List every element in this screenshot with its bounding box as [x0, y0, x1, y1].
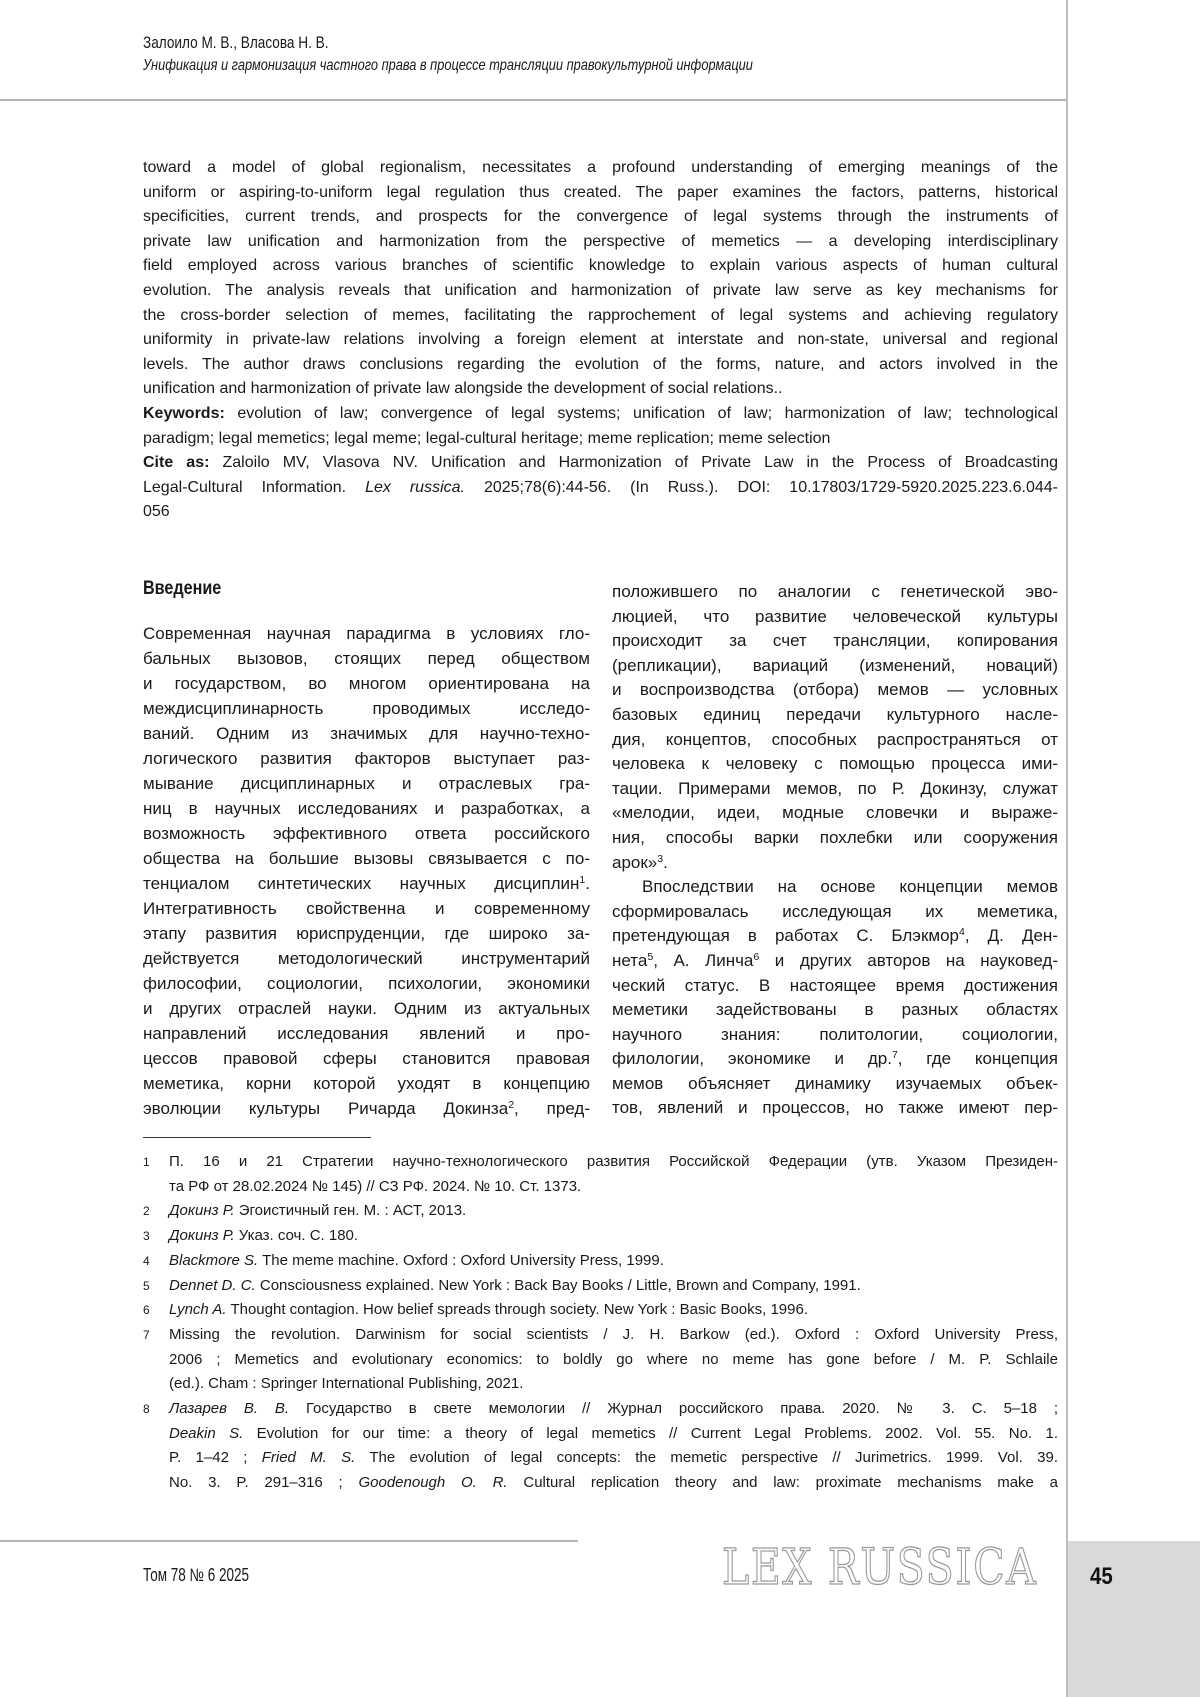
body-line: [143, 696, 590, 721]
footnote-line: [169, 1274, 1058, 1299]
body-line: [612, 924, 1058, 949]
body-column-left: [143, 621, 590, 1121]
text-run[interactable]: (репликации), вариаций (изменений, новаций): [612, 656, 1058, 675]
abstract-line: [143, 279, 1058, 304]
footnote-ref[interactable]: 5: [647, 951, 653, 963]
body-line: [612, 580, 1058, 605]
text-run[interactable]: uniform or aspiring-to-uniform legal regulation thus created. The paper examines the factors, patterns, historical: [143, 184, 1058, 201]
footnote: [143, 1150, 1058, 1199]
text-run[interactable]: the cross-border selection of memes, facilitating the rapprochement of legal systems and achieving regulatory: [143, 307, 1058, 324]
footnote: [143, 1298, 1058, 1323]
body-line: [612, 703, 1058, 728]
body-line: [143, 821, 590, 846]
footnotes: [143, 1150, 1058, 1496]
footnote-line: [169, 1323, 1058, 1348]
text-run[interactable]: филологии, экономике и др.: [612, 1049, 892, 1068]
footnote-text: [169, 1323, 1058, 1397]
text-run[interactable]: , А. Линча: [653, 951, 753, 970]
text-run: Cite as:: [143, 454, 209, 471]
text-run[interactable]: No. 3. P. 291–316 ;: [169, 1474, 358, 1491]
text-run[interactable]: levels. The author draws conclusions regarding the evolution of the forms, nature, and actors involved in the: [143, 356, 1058, 373]
header-divider: [0, 99, 1067, 101]
text-run: Keywords:: [143, 405, 225, 422]
footer-divider: [0, 1540, 578, 1542]
abstract: [143, 156, 1058, 525]
body-line: [612, 900, 1058, 925]
text-run[interactable]: ниц в научных исследованиях и разработках, а: [143, 799, 590, 818]
text-run[interactable]: P. 1–42 ;: [169, 1449, 262, 1466]
text-run[interactable]: Современная научная парадигма в условиях гло-: [143, 624, 590, 643]
text-run[interactable]: Впоследствии на основе концепции мемов: [642, 877, 1058, 896]
text-run[interactable]: ческий статус. В настоящее время достижения: [612, 976, 1058, 995]
text-run: Лазарев В. В.: [169, 1400, 289, 1417]
footnote-line: [169, 1224, 1058, 1249]
text-run[interactable]: и государством, во многом ориентирована на: [143, 674, 590, 693]
body-line: [143, 671, 590, 696]
footnote-line: [169, 1199, 1058, 1224]
footnote: [143, 1274, 1058, 1299]
text-run[interactable]: эволюции культуры Ричарда Докинза: [143, 1099, 508, 1118]
text-run[interactable]: Consciousness explained. New York : Back Bay Books / Little, Brown and Company, 1991.: [256, 1277, 861, 1294]
text-run[interactable]: ваний. Одним из значимых для научно-техно-: [143, 724, 590, 743]
journal-logo: LEX RUSSICA: [722, 1538, 1037, 1596]
footnote: [143, 1199, 1058, 1224]
text-run: Fried M. S.: [262, 1449, 356, 1466]
abstract-line: [143, 476, 1058, 501]
text-run[interactable]: , где концепция: [898, 1049, 1058, 1068]
footnote-line: [169, 1150, 1058, 1175]
footnote-text: [169, 1249, 1058, 1274]
text-run[interactable]: происходит за счет трансляции, копирования: [612, 631, 1058, 650]
footnote-ref[interactable]: 7: [892, 1049, 898, 1061]
body-line: [143, 896, 590, 921]
text-run: Lynch A.: [169, 1301, 227, 1318]
body-line: [143, 746, 590, 771]
text-run[interactable]: и других авторов на науковед-: [759, 951, 1058, 970]
body-line: [612, 629, 1058, 654]
body-line: [143, 796, 590, 821]
text-run[interactable]: Zaloilo MV, Vlasova NV. Unification and Harmonization of Private Law in the Process of Broadcasting: [209, 454, 1058, 471]
body-line: [143, 621, 590, 646]
footnote-separator: [143, 1137, 371, 1138]
text-run[interactable]: тенциалом синтетических научных дисциплин: [143, 874, 579, 893]
body-line: [143, 1021, 590, 1046]
abstract-line: [143, 304, 1058, 329]
text-run: Докинз Р.: [169, 1202, 235, 1219]
text-run[interactable]: Missing the revolution. Darwinism for social scientists / J. H. Barkow (ed.). Oxford : Oxford University Press,: [169, 1326, 1058, 1343]
body-line: [612, 875, 1058, 900]
footnote-ref[interactable]: 6: [753, 951, 759, 963]
body-line: [612, 974, 1058, 999]
footnote-line: [169, 1372, 1058, 1397]
footnote-ref[interactable]: 3: [657, 853, 663, 865]
text-run[interactable]: научного знания: политологии, социологии,: [612, 1025, 1058, 1044]
abstract-line: [143, 451, 1058, 476]
text-run[interactable]: претендующая в работах С. Блэкмор: [612, 926, 959, 945]
body-line: [143, 1071, 590, 1096]
text-run[interactable]: Государство в свете мемологии // Журнал российского права. 2020. № 3. С. 5–18 ;: [289, 1400, 1058, 1417]
text-run[interactable]: общества на большие вызовы связывается с по-: [143, 849, 590, 868]
footnote: [143, 1249, 1058, 1274]
text-run[interactable]: П. 16 и 21 Стратегии научно-технологического развития Российской Федерации (утв. Указом Президен-: [169, 1153, 1058, 1170]
text-run[interactable]: The evolution of legal concepts: the memetic perspective // Jurimetrics. 1999. Vol. 39.: [355, 1449, 1058, 1466]
body-line: [612, 752, 1058, 777]
text-run[interactable]: сформировалась исследующая их меметика,: [612, 902, 1058, 921]
body-line: [143, 846, 590, 871]
text-run[interactable]: мемов объясняет динамику изучаемых объек-: [612, 1074, 1058, 1093]
text-run[interactable]: положившего по аналогии с генетической эво-: [612, 582, 1058, 601]
section-heading-introduction: Введение: [143, 578, 221, 600]
text-run[interactable]: , пред-: [514, 1099, 590, 1118]
right-margin-rule: [1066, 0, 1068, 1697]
text-run[interactable]: The meme machine. Oxford : Oxford University Press, 1999.: [258, 1252, 664, 1269]
abstract-line: [143, 328, 1058, 353]
text-run[interactable]: дия, концептов, способных распространяться от: [612, 730, 1058, 749]
text-run[interactable]: evolution. The analysis reveals that unification and harmonization of private law serve as key mechanisms for: [143, 282, 1058, 299]
abstract-line: [143, 377, 1058, 402]
running-header-authors: Залоило М. В., Власова Н. В.: [143, 33, 328, 53]
body-line: [612, 605, 1058, 630]
footnote: [143, 1323, 1058, 1397]
text-run[interactable]: меметика, корни которой уходят в концепцию: [143, 1074, 590, 1093]
footnote-ref[interactable]: 1: [579, 874, 585, 886]
page-number-box: [1068, 1541, 1200, 1697]
text-run[interactable]: .: [663, 853, 668, 872]
text-run[interactable]: Cultural replication theory and law: proximate mechanisms make a: [508, 1474, 1058, 1491]
text-run[interactable]: возможность эффективного ответа российского: [143, 824, 590, 843]
footnote-text: [169, 1397, 1058, 1496]
footnote: [143, 1224, 1058, 1249]
footnote-ref[interactable]: 4: [959, 927, 965, 939]
abstract-line: [143, 230, 1058, 255]
abstract-line: [143, 402, 1058, 427]
abstract-line: [143, 254, 1058, 279]
footnote-line: [169, 1249, 1058, 1274]
text-run[interactable]: uniformity in private-law relations involving a foreign element at interstate and non-state, universal and regional: [143, 331, 1058, 348]
text-run[interactable]: меметики задействованы в разных областях: [612, 1000, 1058, 1019]
text-run[interactable]: unification and harmonization of private law alongside the development of social relations..: [143, 380, 783, 397]
text-run[interactable]: базовых единиц передачи культурного насле-: [612, 705, 1058, 724]
body-line: [143, 1046, 590, 1071]
text-run[interactable]: цессов правовой сферы становится правовая: [143, 1049, 590, 1068]
body-line: [612, 1047, 1058, 1072]
text-run[interactable]: действуется методологический инструментарий: [143, 949, 590, 968]
text-run[interactable]: тов, явлений и процессов, но также имеют пер-: [612, 1098, 1058, 1117]
footnote-number: 8: [143, 1397, 169, 1496]
text-run[interactable]: paradigm; legal memetics; legal meme; legal-cultural heritage; meme replication; meme selection: [143, 430, 830, 447]
body-line: [143, 1096, 590, 1121]
text-run: Deakin S.: [169, 1425, 243, 1442]
body-line: [612, 678, 1058, 703]
abstract-line: [143, 156, 1058, 181]
text-run: Dennet D. C.: [169, 1277, 256, 1294]
abstract-line: [143, 427, 1058, 452]
text-run[interactable]: Evolution for our time: a theory of legal memetics // Current Legal Problems. 2002. Vol. 55. No. 1.: [243, 1425, 1058, 1442]
footnote-line: [169, 1348, 1058, 1373]
footnote-number: 1: [143, 1150, 169, 1199]
footnote-ref[interactable]: 2: [508, 1099, 514, 1111]
text-run[interactable]: та РФ от 28.02.2024 № 145) // СЗ РФ. 2024. № 10. Ст. 1373.: [169, 1178, 581, 1195]
body-line: [143, 771, 590, 796]
body-line: [612, 801, 1058, 826]
body-line: [612, 1023, 1058, 1048]
body-line: [612, 654, 1058, 679]
footnote-line: [169, 1175, 1058, 1200]
text-run[interactable]: арок»: [612, 853, 657, 872]
body-line: [143, 646, 590, 671]
text-run[interactable]: 2025;78(6):44-56. (In Russ.). DOI: 10.17803/1729-5920.2025.223.6.044-: [465, 479, 1058, 496]
text-run[interactable]: Эгоистичный ген. М. : АСТ, 2013.: [235, 1202, 467, 1219]
footnote-number: 5: [143, 1274, 169, 1299]
footnote-text: [169, 1199, 1058, 1224]
footnote-text: [169, 1274, 1058, 1299]
footnote-number: 4: [143, 1249, 169, 1274]
footnote-text: [169, 1150, 1058, 1199]
text-run[interactable]: и других отраслей науки. Одним из актуальных: [143, 999, 590, 1018]
footnote-line: [169, 1298, 1058, 1323]
body-line: [612, 949, 1058, 974]
text-run[interactable]: field employed across various branches of scientific knowledge to explain various aspects of human cultural: [143, 257, 1058, 274]
text-run[interactable]: , Д. Ден-: [965, 926, 1058, 945]
text-run[interactable]: Интегративность свойственна и современному: [143, 899, 590, 918]
footnote-text: [169, 1224, 1058, 1249]
footnote-line: [169, 1397, 1058, 1422]
body-line: [612, 851, 1058, 876]
text-run[interactable]: private law unification and harmonization from the perspective of memetics — a developing interdisciplinary: [143, 233, 1058, 250]
footnote-number: 3: [143, 1224, 169, 1249]
body-line: [612, 826, 1058, 851]
journal-issue: Том 78 № 6 2025: [143, 1565, 249, 1586]
text-run[interactable]: тации. Примерами мемов, по Р. Докинзу, служат: [612, 779, 1058, 798]
footnote: [143, 1397, 1058, 1496]
text-run[interactable]: evolution of law; convergence of legal systems; unification of law; harmonization of law; technological: [225, 405, 1058, 422]
text-run[interactable]: мывание дисциплинарных и отраслевых гра-: [143, 774, 590, 793]
body-line: [612, 728, 1058, 753]
body-line: [143, 721, 590, 746]
body-line: [612, 1096, 1058, 1121]
body-line: [612, 998, 1058, 1023]
text-run: Докинз Р.: [169, 1227, 235, 1244]
body-line: [143, 971, 590, 996]
body-column-right: [612, 580, 1058, 1121]
text-run[interactable]: философии, социологии, психологии, экономики: [143, 974, 590, 993]
body-line: [143, 871, 590, 896]
text-run[interactable]: specificities, current trends, and prospects for the convergence of legal systems through the instruments of: [143, 208, 1058, 225]
body-line: [143, 946, 590, 971]
text-run[interactable]: человека к человеку с помощью процесса ими-: [612, 754, 1058, 773]
running-header-title: Унификация и гармонизация частного права в процессе трансляции правокультурной информации: [143, 57, 753, 75]
footnote-text: [169, 1298, 1058, 1323]
text-run[interactable]: нета: [612, 951, 647, 970]
text-run[interactable]: и воспроизводства (отбора) мемов — условных: [612, 680, 1058, 699]
text-run[interactable]: «мелодии, идеи, модные словечки и выраже-: [612, 803, 1058, 822]
footnote-number: 6: [143, 1298, 169, 1323]
abstract-line: [143, 353, 1058, 378]
text-run[interactable]: (ed.). Cham : Springer International Publishing, 2021.: [169, 1375, 523, 1392]
text-run[interactable]: Legal-Cultural Information.: [143, 479, 365, 496]
abstract-line: [143, 205, 1058, 230]
text-run: Blackmore S.: [169, 1252, 258, 1269]
page-number: 45: [1090, 1563, 1113, 1591]
body-line: [143, 996, 590, 1021]
text-run[interactable]: toward a model of global regionalism, necessitates a profound understanding of emerging meanings of the: [143, 159, 1058, 176]
text-run: Lex russica.: [365, 479, 465, 496]
body-line: [612, 1072, 1058, 1097]
text-run[interactable]: 056: [143, 503, 170, 520]
footnote-line: [169, 1422, 1058, 1447]
text-run[interactable]: люцией, что развитие человеческой культуры: [612, 607, 1058, 626]
footnote-number: 7: [143, 1323, 169, 1397]
text-run[interactable]: Указ. соч. С. 180.: [235, 1227, 359, 1244]
text-run[interactable]: направлений исследования явлений и про-: [143, 1024, 590, 1043]
text-run[interactable]: ния, способы варки похлебки или сооружения: [612, 828, 1058, 847]
text-run[interactable]: .: [585, 874, 590, 893]
body-line: [143, 921, 590, 946]
footnote-number: 2: [143, 1199, 169, 1224]
footnote-line: [169, 1446, 1058, 1471]
text-run[interactable]: 2006 ; Memetics and evolutionary economics: to boldly go where no meme has gone before / M. P. Schlaile: [169, 1351, 1058, 1368]
text-run[interactable]: бальных вызовов, стоящих перед обществом: [143, 649, 590, 668]
abstract-line: [143, 500, 1058, 525]
text-run[interactable]: логического развития факторов выступает раз-: [143, 749, 590, 768]
body-line: [612, 777, 1058, 802]
text-run[interactable]: этапу развития юриспруденции, где широко за-: [143, 924, 590, 943]
text-run[interactable]: Thought contagion. How belief spreads through society. New York : Basic Books, 1996.: [227, 1301, 808, 1318]
text-run[interactable]: междисциплинарность проводимых исследо-: [143, 699, 590, 718]
text-run: Goodenough O. R.: [358, 1474, 507, 1491]
abstract-line: [143, 181, 1058, 206]
footnote-line: [169, 1471, 1058, 1496]
